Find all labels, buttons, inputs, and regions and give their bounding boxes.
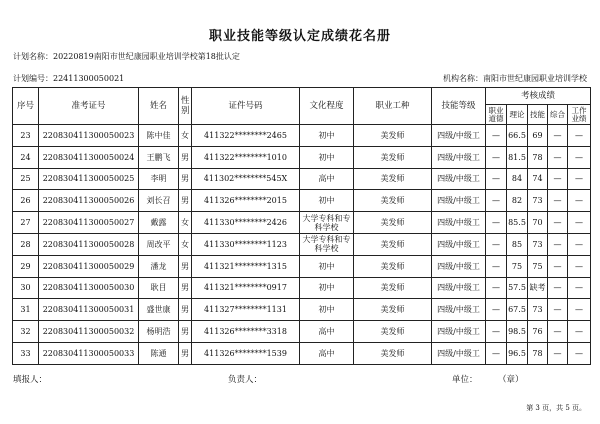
cell-exam-no: 220830411300050027 [39, 212, 139, 234]
header-name: 姓名 [139, 88, 179, 125]
cell-theory: 57.5 [507, 277, 528, 299]
cell-skill: 73 [528, 299, 548, 321]
cell-exam-no: 220830411300050029 [39, 255, 139, 277]
cell-ethics: — [486, 146, 507, 168]
cell-occupation: 美发师 [354, 321, 432, 343]
cell-name: 周改平 [139, 233, 179, 255]
cell-work: — [568, 146, 591, 168]
cell-seq: 26 [13, 190, 39, 212]
cell-gender: 女 [179, 212, 192, 234]
cell-seq: 33 [13, 342, 39, 364]
cell-id-no: 411330********2426 [192, 212, 300, 234]
cell-level: 四级/中级工 [432, 125, 486, 147]
cell-exam-no: 220830411300050030 [39, 277, 139, 299]
cell-skill: 缺考 [528, 277, 548, 299]
cell-skill: 78 [528, 146, 548, 168]
cell-occupation: 美发师 [354, 299, 432, 321]
cell-education: 初中 [300, 190, 354, 212]
cell-name: 陈通 [139, 342, 179, 364]
table-row [13, 277, 591, 299]
cell-education: 初中 [300, 125, 354, 147]
cell-name: 潘龙 [139, 255, 179, 277]
plan-name-label: 计划名称： [13, 52, 53, 61]
cell-ethics: — [486, 168, 507, 190]
cell-education: 高中 [300, 168, 354, 190]
cell-name: 王鹏飞 [139, 146, 179, 168]
cell-ethics: — [486, 125, 507, 147]
cell-theory: 98.5 [507, 321, 528, 343]
header-level: 技能等级 [432, 88, 486, 125]
cell-education: 初中 [300, 299, 354, 321]
plan-number-line [13, 73, 124, 84]
cell-work: — [568, 212, 591, 234]
cell-work: — [568, 255, 591, 277]
header-theory: 理论 [507, 105, 528, 125]
page-title: 职业技能等级认定成绩花名册 [208, 29, 391, 44]
cell-overall: — [548, 168, 568, 190]
cell-skill: 76 [528, 321, 548, 343]
cell-ethics: — [486, 342, 507, 364]
cell-id-no: 411322********2465 [192, 125, 300, 147]
cell-occupation: 美发师 [354, 212, 432, 234]
cell-theory: 75 [507, 255, 528, 277]
cell-seq: 30 [13, 277, 39, 299]
cell-ethics: — [486, 233, 507, 255]
cell-theory: 81.5 [507, 146, 528, 168]
cell-seq: 28 [13, 233, 39, 255]
cell-theory: 82 [507, 190, 528, 212]
cell-gender: 男 [179, 342, 192, 364]
header-exam-no: 准考证号 [39, 88, 139, 125]
header-work: 工作业绩 [568, 105, 591, 125]
cell-occupation: 美发师 [354, 233, 432, 255]
cell-name: 耿目 [139, 277, 179, 299]
cell-name: 李明 [139, 168, 179, 190]
cell-exam-no: 220830411300050026 [39, 190, 139, 212]
table-row [13, 299, 591, 321]
cell-seq: 29 [13, 255, 39, 277]
table-row [13, 146, 591, 168]
cell-occupation: 美发师 [354, 255, 432, 277]
roster-body [13, 125, 591, 365]
table-row [13, 168, 591, 190]
cell-occupation: 美发师 [354, 125, 432, 147]
cell-level: 四级/中级工 [432, 146, 486, 168]
cell-ethics: — [486, 321, 507, 343]
cell-education: 大学专科和专科学校 [300, 212, 354, 234]
cell-id-no: 411326********3318 [192, 321, 300, 343]
cell-gender: 男 [179, 146, 192, 168]
cell-ethics: — [486, 299, 507, 321]
cell-theory: 96.5 [507, 342, 528, 364]
cell-ethics: — [486, 190, 507, 212]
cell-id-no: 411326********1539 [192, 342, 300, 364]
cell-overall: — [548, 233, 568, 255]
table-row [13, 255, 591, 277]
cell-gender: 女 [179, 233, 192, 255]
cell-id-no: 411326********2015 [192, 190, 300, 212]
organization-line [443, 73, 587, 84]
table-row [13, 190, 591, 212]
cell-occupation: 美发师 [354, 277, 432, 299]
page-number: 第 3 页，共 5 页。 [526, 404, 586, 412]
cell-id-no: 411322********1010 [192, 146, 300, 168]
cell-education: 高中 [300, 342, 354, 364]
cell-gender: 女 [179, 125, 192, 147]
header-education: 文化程度 [300, 88, 354, 125]
roster-table [12, 87, 591, 365]
cell-work: — [568, 321, 591, 343]
cell-ethics: — [486, 255, 507, 277]
header-seq: 序号 [13, 88, 39, 125]
cell-id-no: 411321********0917 [192, 277, 300, 299]
table-row [13, 125, 591, 147]
cell-overall: — [548, 342, 568, 364]
header-gender [179, 88, 192, 125]
header-occupation: 职业工种 [354, 88, 432, 125]
header-skill: 技能 [528, 105, 548, 125]
unit-label: 单位： [452, 375, 478, 385]
cell-seq: 31 [13, 299, 39, 321]
table-row [13, 321, 591, 343]
cell-level: 四级/中级工 [432, 342, 486, 364]
cell-theory: 66.5 [507, 125, 528, 147]
cell-education: 初中 [300, 146, 354, 168]
cell-gender: 男 [179, 190, 192, 212]
cell-occupation: 美发师 [354, 342, 432, 364]
plan-number-label: 计划编号： [13, 74, 53, 83]
seal-label: （章） [498, 375, 524, 385]
cell-exam-no: 220830411300050024 [39, 146, 139, 168]
cell-level: 四级/中级工 [432, 255, 486, 277]
cell-id-no: 411321********1315 [192, 255, 300, 277]
cell-work: — [568, 233, 591, 255]
organization-value: 南阳市世纪康园职业培训学校 [483, 74, 587, 83]
filler-label: 填报人： [13, 375, 48, 385]
cell-overall: — [548, 321, 568, 343]
cell-seq: 24 [13, 146, 39, 168]
cell-exam-no: 220830411300050028 [39, 233, 139, 255]
cell-skill: 78 [528, 342, 548, 364]
cell-education: 初中 [300, 277, 354, 299]
cell-level: 四级/中级工 [432, 277, 486, 299]
cell-gender: 男 [179, 299, 192, 321]
cell-level: 四级/中级工 [432, 299, 486, 321]
cell-exam-no: 220830411300050025 [39, 168, 139, 190]
cell-skill: 70 [528, 212, 548, 234]
cell-id-no: 411330********1123 [192, 233, 300, 255]
cell-exam-no: 220830411300050033 [39, 342, 139, 364]
cell-education: 高中 [300, 321, 354, 343]
plan-number-value: 22411300050021 [53, 74, 125, 83]
cell-overall: — [548, 299, 568, 321]
cell-level: 四级/中级工 [432, 168, 486, 190]
cell-occupation: 美发师 [354, 168, 432, 190]
cell-education: 初中 [300, 255, 354, 277]
header-overall: 综合 [548, 105, 568, 125]
cell-skill: 75 [528, 255, 548, 277]
cell-theory: 85.5 [507, 212, 528, 234]
cell-occupation: 美发师 [354, 190, 432, 212]
cell-theory: 67.5 [507, 299, 528, 321]
cell-seq: 32 [13, 321, 39, 343]
cell-education: 大学专科和专科学校 [300, 233, 354, 255]
cell-gender: 男 [179, 255, 192, 277]
cell-level: 四级/中级工 [432, 212, 486, 234]
cell-name: 陈中佳 [139, 125, 179, 147]
cell-name: 戴露 [139, 212, 179, 234]
cell-overall: — [548, 255, 568, 277]
cell-exam-no: 220830411300050032 [39, 321, 139, 343]
cell-gender: 男 [179, 321, 192, 343]
cell-skill: 74 [528, 168, 548, 190]
cell-id-no: 411327********1131 [192, 299, 300, 321]
plan-name-line [13, 51, 240, 62]
cell-seq: 27 [13, 212, 39, 234]
cell-gender: 男 [179, 168, 192, 190]
organization-label: 机构名称： [443, 74, 483, 83]
cell-theory: 85 [507, 233, 528, 255]
cell-exam-no: 220830411300050031 [39, 299, 139, 321]
responsible-label: 负责人： [228, 375, 263, 385]
cell-work: — [568, 190, 591, 212]
cell-seq: 23 [13, 125, 39, 147]
cell-overall: — [548, 125, 568, 147]
cell-name: 盛世康 [139, 299, 179, 321]
cell-level: 四级/中级工 [432, 233, 486, 255]
cell-level: 四级/中级工 [432, 190, 486, 212]
table-row [13, 342, 591, 364]
header-id-no: 证件号码 [192, 88, 300, 125]
cell-skill: 73 [528, 233, 548, 255]
cell-overall: — [548, 277, 568, 299]
plan-name-value: 20220819南阳市世纪康园职业培训学校第18批认定 [53, 52, 240, 61]
header-ethics: 职业道德 [486, 105, 507, 125]
table-row [13, 233, 591, 255]
cell-id-no: 411302********545X [192, 168, 300, 190]
cell-ethics: — [486, 212, 507, 234]
cell-name: 刘长召 [139, 190, 179, 212]
cell-ethics: — [486, 277, 507, 299]
cell-overall: — [548, 212, 568, 234]
cell-overall: — [548, 146, 568, 168]
header-scores: 考核成绩 [486, 88, 591, 105]
cell-work: — [568, 277, 591, 299]
cell-exam-no: 220830411300050023 [39, 125, 139, 147]
table-row [13, 212, 591, 234]
cell-skill: 73 [528, 190, 548, 212]
cell-occupation: 美发师 [354, 146, 432, 168]
cell-gender: 男 [179, 277, 192, 299]
cell-overall: — [548, 190, 568, 212]
cell-theory: 84 [507, 168, 528, 190]
header-gender-text: 性别 [181, 96, 190, 116]
cell-level: 四级/中级工 [432, 321, 486, 343]
cell-work: — [568, 299, 591, 321]
cell-work: — [568, 125, 591, 147]
cell-skill: 69 [528, 125, 548, 147]
cell-work: — [568, 342, 591, 364]
cell-name: 杨明浩 [139, 321, 179, 343]
cell-work: — [568, 168, 591, 190]
cell-seq: 25 [13, 168, 39, 190]
